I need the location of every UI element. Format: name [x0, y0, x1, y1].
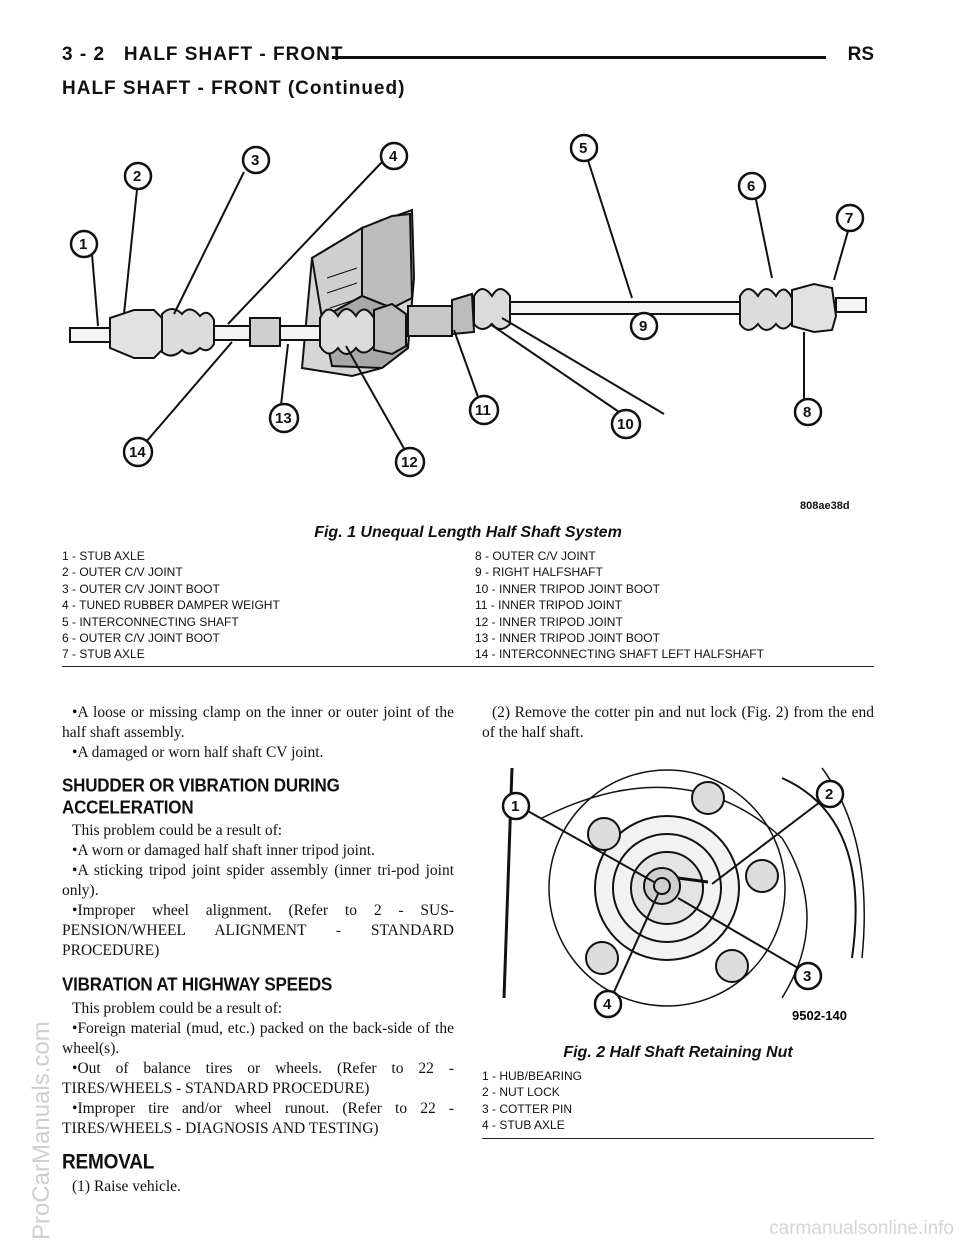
- half-shaft-diagram: [62, 118, 874, 518]
- callout-13: [270, 404, 298, 432]
- bullet-item: •A loose or missing clamp on the inner or outer joint of the half shaft assembly.: [62, 704, 454, 741]
- svg-text:4: 4: [389, 148, 398, 165]
- svg-text:3: 3: [803, 968, 812, 985]
- figure1-caption: Fig. 1 Unequal Length Half Shaft System: [314, 524, 622, 541]
- callout-3: [243, 147, 269, 173]
- callout-6: [739, 173, 765, 199]
- left-text-column: [62, 703, 454, 1197]
- callout-5: [571, 135, 597, 161]
- figure1-legend: [62, 548, 874, 667]
- figure1-image-code: 808ae38d: [800, 500, 850, 512]
- callout-12: [396, 448, 424, 476]
- legend-left-column: [62, 548, 280, 663]
- legend-item: 3 - COTTER PIN: [482, 1101, 573, 1116]
- figure2-image-code: 9502-140: [792, 1008, 847, 1023]
- svg-text:11: 11: [475, 402, 491, 419]
- svg-text:3: 3: [251, 152, 260, 169]
- legend-item: 9 - RIGHT HALFSHAFT: [475, 565, 603, 580]
- section-heading-vibration: VIBRATION AT HIGHWAY SPEEDS: [62, 974, 333, 995]
- legend-item: 5 - INTERCONNECTING SHAFT: [62, 614, 239, 629]
- svg-text:2: 2: [133, 168, 142, 185]
- section-intro: This problem could be a result of:: [72, 822, 283, 839]
- section-intro: This problem could be a result of:: [72, 1000, 283, 1017]
- corner-watermark: carmanualsonline.info: [769, 1218, 954, 1239]
- fig2-callout-4: [595, 991, 621, 1017]
- section-heading-shudder: SHUDDER OR VIBRATION DURING ACCELERATION: [62, 775, 340, 818]
- callout-9: [631, 313, 657, 339]
- legend-item: 12 - INNER TRIPOD JOINT: [475, 614, 623, 629]
- fig2-callout-2: [817, 781, 843, 807]
- svg-text:12: 12: [401, 454, 418, 471]
- legend-item: 3 - OUTER C/V JOINT BOOT: [62, 581, 220, 596]
- legend-item: 11 - INNER TRIPOD JOINT: [475, 598, 622, 613]
- callout-4: [381, 143, 407, 169]
- figure2-legend: [482, 1068, 874, 1139]
- legend-item: 4 - STUB AXLE: [482, 1118, 565, 1133]
- bullet-item: •A worn or damaged half shaft inner tripod joint.: [72, 842, 375, 859]
- svg-text:1: 1: [79, 236, 88, 253]
- section-heading-removal: REMOVAL: [62, 1150, 155, 1174]
- svg-text:10: 10: [617, 416, 634, 433]
- fig2-callout-3: [795, 963, 821, 989]
- callout-8: [795, 399, 821, 425]
- callout-10: [612, 410, 640, 438]
- legend-item: 7 - STUB AXLE: [62, 647, 145, 662]
- callout-11: [470, 396, 498, 424]
- bullet-item: •Foreign material (mud, etc.) packed on the back-side of the wheel(s).: [62, 1020, 454, 1057]
- callout-7: [837, 205, 863, 231]
- svg-text:7: 7: [845, 210, 854, 227]
- svg-text:5: 5: [579, 140, 588, 157]
- legend-item: 6 - OUTER C/V JOINT BOOT: [62, 630, 220, 645]
- svg-text:13: 13: [275, 410, 292, 427]
- legend-item: 2 - OUTER C/V JOINT: [62, 565, 183, 580]
- bullet-item: •A sticking tripod joint spider assembly (inner tri-pod joint only).: [62, 862, 454, 899]
- page-header: [62, 44, 874, 72]
- legend-item: 10 - INNER TRIPOD JOINT BOOT: [475, 581, 660, 596]
- removal-step-1: (1) Raise vehicle.: [72, 1178, 181, 1195]
- bullet-item: •A damaged or worn half shaft CV joint.: [72, 744, 324, 761]
- svg-text:8: 8: [803, 404, 812, 421]
- legend-item: 8 - OUTER C/V JOINT: [475, 549, 596, 563]
- svg-text:6: 6: [747, 178, 756, 195]
- callout-2: [125, 163, 151, 189]
- svg-text:9: 9: [639, 318, 648, 335]
- callout-1: [71, 231, 97, 257]
- svg-text:14: 14: [129, 444, 146, 461]
- header-rule: [332, 56, 826, 59]
- svg-text:2: 2: [825, 786, 834, 803]
- legend-item: 14 - INTERCONNECTING SHAFT LEFT HALFSHAFT: [475, 647, 764, 662]
- svg-text:1: 1: [511, 798, 520, 815]
- figure2-caption: Fig. 2 Half Shaft Retaining Nut: [563, 1044, 793, 1061]
- legend-right-column: [475, 548, 764, 663]
- fig2-callout-1: [503, 793, 529, 819]
- manual-code: RS: [847, 44, 874, 65]
- legend-item: 1 - HUB/BEARING: [482, 1069, 583, 1083]
- legend-item: 13 - INNER TRIPOD JOINT BOOT: [475, 630, 660, 645]
- continued-title: HALF SHAFT - FRONT (Continued): [62, 78, 406, 99]
- bullet-item: •Improper wheel alignment. (Refer to 2 - SUS-PENSION/WHEEL ALIGNMENT - STANDARD PROCEDURE): [62, 902, 454, 959]
- right-text-column: [482, 703, 874, 743]
- hub-retaining-nut-diagram: [482, 758, 874, 1036]
- legend-item: 4 - TUNED RUBBER DAMPER WEIGHT: [62, 598, 280, 613]
- bullet-item: •Improper tire and/or wheel runout. (Refer to 22 - TIRES/WHEELS - DIAGNOSIS AND TESTING): [62, 1100, 454, 1137]
- page-number-title: 3 - 2 HALF SHAFT - FRONT: [62, 44, 344, 65]
- bullet-item: •Out of balance tires or wheels. (Refer to 22 - TIRES/WHEELS - STANDARD PROCEDURE): [62, 1060, 454, 1097]
- callout-14: [124, 438, 152, 466]
- svg-text:4: 4: [603, 996, 612, 1013]
- legend-item: 1 - STUB AXLE: [62, 549, 145, 563]
- side-watermark: ProCarManuals.com: [28, 1021, 55, 1240]
- removal-step-2: (2) Remove the cotter pin and nut lock (Fig. 2) from the end of the half shaft.: [482, 704, 874, 741]
- legend-item: 2 - NUT LOCK: [482, 1085, 560, 1100]
